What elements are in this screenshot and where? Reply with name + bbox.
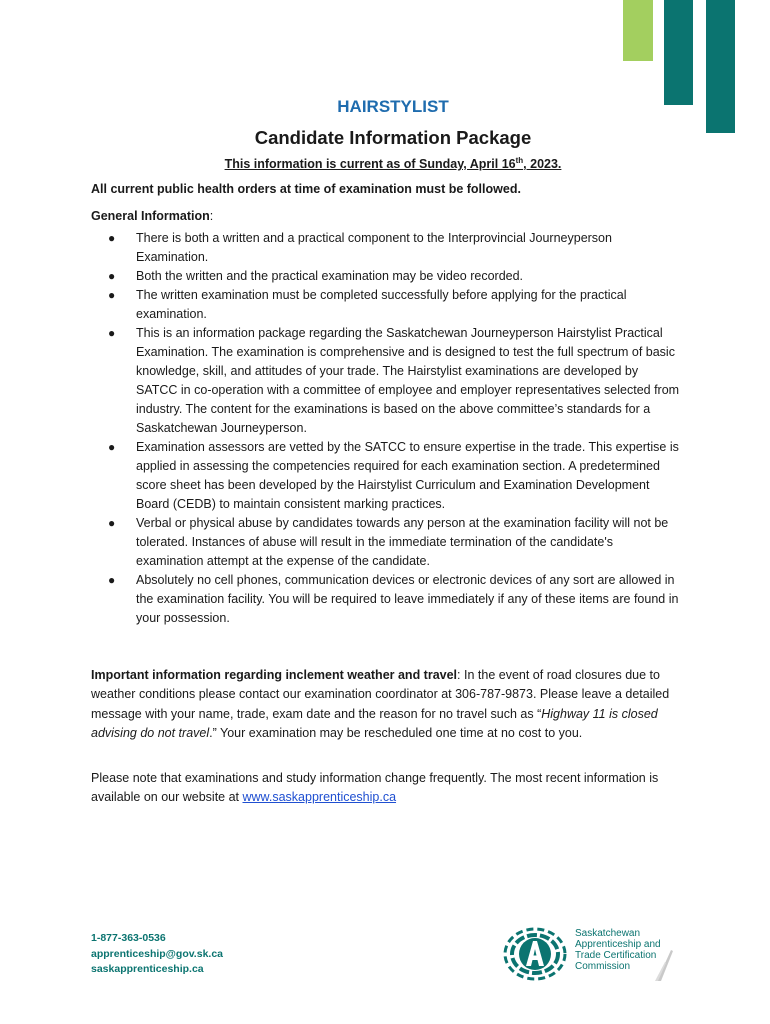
weather-travel-quote: Highway 11 is closed advising do not travel	[91, 706, 658, 740]
weather-travel-text: : In the event of road closures due to weather conditions please contact our examination coordinator at 306-787-9873. Please leave a detailed message with your name, trade, exam date and the reason for no travel such as “	[91, 668, 670, 721]
decorative-bar-green	[623, 0, 653, 61]
bullet-icon: ●	[108, 440, 116, 454]
bullet-icon: ●	[108, 326, 116, 340]
currency-notice	[0, 156, 770, 171]
currency-notice-text: This information is current as of Sunday, April 16	[224, 157, 516, 172]
bullet-icon: ●	[108, 288, 116, 302]
satcc-a-logo-icon	[503, 924, 567, 984]
list-item	[91, 571, 681, 628]
contact-block	[91, 931, 223, 978]
weather-travel-label: Important information regarding inclement weather and travel	[91, 668, 458, 682]
bullet-icon: ●	[108, 231, 116, 245]
bullet-icon: ●	[108, 516, 116, 530]
website-note-text: Please note that examinations and study information change frequently. The most recent information is available on our website at	[91, 771, 659, 804]
bullet-icon: ●	[108, 573, 116, 587]
general-info-heading	[91, 209, 213, 223]
list-item	[91, 229, 681, 267]
logo-line-4: Commission	[575, 961, 631, 972]
website-link[interactable]: www.saskapprenticeship.ca	[242, 790, 397, 804]
health-orders-notice: All current public health orders at time of examination must be followed.	[91, 182, 521, 196]
logo-line-2: Apprenticeship and	[575, 939, 661, 950]
wheat-flag-icon	[653, 948, 675, 982]
list-item	[91, 514, 681, 571]
logo-line-1: Saskatchewan	[575, 928, 641, 939]
list-item-text: Examination assessors are vetted by the SATCC to ensure expertise in the trade. This expertise is applied in assessing the competencies required for each examination section. A predetermined score sheet has been developed by the Hairstylist Curriculum and Examination Development Board (CEDB) to maintain consistent marking practices.	[136, 440, 679, 511]
weather-travel-paragraph	[91, 666, 681, 743]
weather-travel-text-end: .” Your examination may be rescheduled one time at no cost to you.	[209, 725, 583, 740]
list-item-text: Both the written and the practical examination may be video recorded.	[136, 269, 524, 283]
list-item-text: There is both a written and a practical component to the Interprovincial Journeyperson Examination.	[136, 231, 612, 264]
list-item	[91, 267, 681, 286]
list-item-text: The written examination must be completed successfully before applying for the practical examination.	[136, 288, 627, 321]
bullet-icon: ●	[108, 269, 116, 283]
logo-line-3: Trade Certification	[575, 950, 657, 961]
list-item	[91, 438, 681, 514]
list-item	[91, 324, 681, 438]
document-title: HAIRSTYLIST	[337, 97, 449, 116]
list-item-text: Verbal or physical abuse by candidates towards any person at the examination facility will not be tolerated. Instances of abuse will result in the immediate termination of the candidate's examination attempt at the expense of the candidate.	[136, 516, 669, 568]
website-note-paragraph	[91, 769, 681, 807]
currency-notice-year: , 2023.	[523, 157, 562, 172]
contact-website: saskapprenticeship.ca	[91, 963, 204, 975]
list-item-text: This is an information package regarding the Saskatchewan Journeyperson Hairstylist Practical Examination. The examination is comprehensive and is designed to test the full spectrum of basic knowledge, skill, and attitudes of your trade. The Hairstylist examinations are developed by SATCC in co-operation with a committee of employee and employer representatives selected from industry. The content for the examinations is based on the above committee’s standards for a Saskatchewan Journeyperson.	[136, 326, 680, 435]
decorative-bar-teal-short	[664, 0, 693, 105]
general-info-list	[91, 229, 681, 628]
satcc-logo	[503, 924, 683, 984]
document-subtitle: Candidate Information Package	[254, 127, 532, 148]
general-info-heading-text: General Information	[91, 209, 210, 223]
currency-notice-sup: th	[515, 156, 524, 165]
contact-phone: 1-877-363-0536	[91, 932, 166, 944]
general-info-heading-colon: :	[209, 209, 214, 223]
logo-wordmark	[575, 928, 661, 972]
list-item-text: Absolutely no cell phones, communication devices or electronic devices of any sort are allowed in the examination facility. You will be required to leave immediately if any of these items are found in your possession.	[136, 573, 679, 625]
list-item	[91, 286, 681, 324]
contact-email: apprenticeship@gov.sk.ca	[91, 947, 224, 960]
